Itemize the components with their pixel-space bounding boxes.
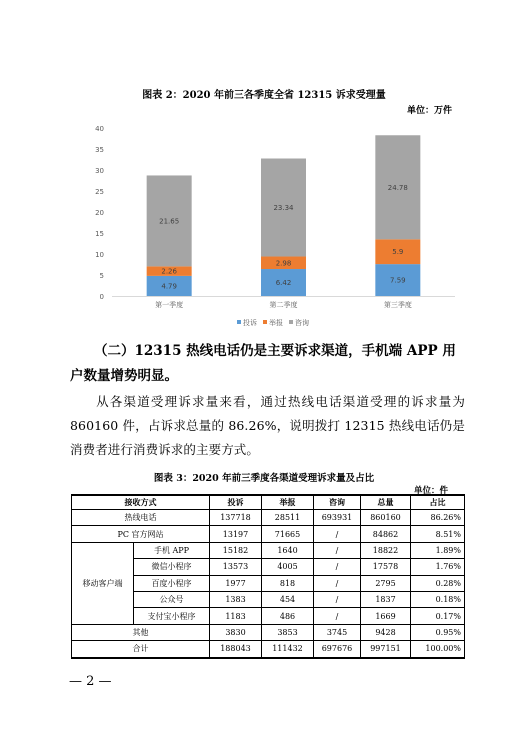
bars <box>147 135 421 296</box>
cell-channel: 手机 APP <box>134 542 210 558</box>
x-tick-label: 第一季度 <box>155 301 184 309</box>
cell-total: 1837 <box>361 591 411 607</box>
cell-consult: / <box>314 542 361 558</box>
cell-consult: 3745 <box>314 624 361 640</box>
chart-legend <box>237 318 309 327</box>
cell-consult: / <box>314 526 361 542</box>
cell-channel: 公众号 <box>134 591 210 607</box>
cell-complaint: 13197 <box>210 526 262 542</box>
cell-total: 17578 <box>361 559 411 575</box>
chart-unit-label: 单位：万件 <box>406 106 452 116</box>
cell-consult: / <box>314 608 361 624</box>
cell-channel: 支付宝小程序 <box>134 608 210 624</box>
body-paragraph-text: 从各渠道受理诉求量来看，通过热线电话渠道受理的诉求量为 860160 件，占诉求总量的 86.26%，说明拨打 12315 热线电话仍是消费者进行消费诉求的主要方式。 <box>70 394 465 457</box>
cell-share: 1.89% <box>411 542 465 558</box>
data-label: 6.42 <box>275 279 292 288</box>
header-total: 总量 <box>361 495 411 510</box>
cell-report: 4005 <box>262 559 314 575</box>
cell-report: 1640 <box>262 542 314 558</box>
cell-total: 997151 <box>361 641 411 658</box>
data-label: 2.26 <box>161 267 177 276</box>
cell-share: 100.00% <box>411 641 465 658</box>
cell-share: 86.26% <box>411 510 465 526</box>
x-tick-label: 第三季度 <box>383 301 412 309</box>
y-tick-label: 35 <box>95 146 104 154</box>
cell-report: 28511 <box>262 510 314 526</box>
data-label: 5.9 <box>392 248 404 257</box>
body-paragraph <box>70 390 465 462</box>
cell-total: 2795 <box>361 575 411 591</box>
cell-complaint: 15182 <box>210 542 262 558</box>
cell-report: 818 <box>262 575 314 591</box>
table-unit-label: 单位：件 <box>413 486 448 496</box>
cell-channel: 微信小程序 <box>134 559 210 575</box>
cell-consult: 697676 <box>314 641 361 658</box>
y-tick-label: 5 <box>99 272 104 280</box>
data-label: 2.98 <box>275 259 292 268</box>
cell-share: 0.95% <box>411 624 465 640</box>
section-heading <box>70 339 465 389</box>
data-label: 24.78 <box>387 183 408 192</box>
cell-report: 486 <box>262 608 314 624</box>
header-report: 举报 <box>262 495 314 510</box>
cell-report: 3853 <box>262 624 314 640</box>
data-label: 23.34 <box>273 204 294 213</box>
cell-share: 1.76% <box>411 559 465 575</box>
legend-swatch <box>237 320 241 324</box>
cell-channel: PC 官方网站 <box>72 526 210 542</box>
cell-consult: / <box>314 575 361 591</box>
x-axis <box>155 300 412 309</box>
cell-total: 84862 <box>361 526 411 542</box>
table-row-total <box>72 641 465 658</box>
legend-label: 举报 <box>269 319 283 327</box>
data-label: 21.65 <box>159 217 180 226</box>
cell-complaint: 188043 <box>210 641 262 658</box>
stacked-bar-chart <box>0 0 528 340</box>
legend-label: 咨询 <box>295 319 309 327</box>
table-header-row <box>72 495 465 510</box>
data-label: 4.79 <box>161 282 177 291</box>
cell-total: 860160 <box>361 510 411 526</box>
cell-share: 0.17% <box>411 608 465 624</box>
cell-complaint: 137718 <box>210 510 262 526</box>
section-heading-text: （二）12315 热线电话仍是主要诉求渠道，手机端 APP 用户数量增势明显。 <box>70 343 456 384</box>
cell-total: 18822 <box>361 542 411 558</box>
x-tick-label: 第二季度 <box>269 301 298 309</box>
y-tick-label: 20 <box>95 209 104 217</box>
cell-share: 8.51% <box>411 526 465 542</box>
y-tick-label: 0 <box>99 293 104 301</box>
cell-channel: 合计 <box>72 641 210 658</box>
header-channel: 接收方式 <box>72 495 210 510</box>
cell-consult: / <box>314 559 361 575</box>
y-tick-label: 30 <box>95 167 104 175</box>
table-row <box>72 510 465 526</box>
cell-channel: 百度小程序 <box>134 575 210 591</box>
y-tick-label: 40 <box>95 125 104 133</box>
cell-complaint: 1183 <box>210 608 262 624</box>
legend-label: 投诉 <box>243 319 257 327</box>
page-number: — 2 — <box>69 674 112 689</box>
cell-channel: 热线电话 <box>72 510 210 526</box>
channel-table <box>71 494 465 659</box>
table-row <box>72 542 465 558</box>
cell-report: 71665 <box>262 526 314 542</box>
y-tick-label: 10 <box>95 251 104 259</box>
y-tick-label: 25 <box>95 188 104 196</box>
header-complaint: 投诉 <box>210 495 262 510</box>
cell-complaint: 1383 <box>210 591 262 607</box>
cell-consult: / <box>314 591 361 607</box>
cell-total: 9428 <box>361 624 411 640</box>
cell-report: 111432 <box>262 641 314 658</box>
table-row <box>72 526 465 542</box>
table-title: 图表 3：2020 年前三季度各渠道受理诉求量及占比 <box>153 473 375 484</box>
cell-report: 454 <box>262 591 314 607</box>
header-share: 占比 <box>411 495 465 510</box>
cell-channel: 其他 <box>72 624 210 640</box>
cell-share: 0.28% <box>411 575 465 591</box>
legend-swatch <box>289 320 293 324</box>
cell-complaint: 13573 <box>210 559 262 575</box>
cell-consult: 693931 <box>314 510 361 526</box>
header-consult: 咨询 <box>314 495 361 510</box>
chart-title: 图表 2：2020 年前三各季度全省 12315 诉求受理量 <box>142 90 386 101</box>
cell-total: 1669 <box>361 608 411 624</box>
cell-complaint: 1977 <box>210 575 262 591</box>
table-row <box>72 624 465 640</box>
legend-swatch <box>263 320 267 324</box>
y-tick-label: 15 <box>95 230 104 238</box>
cell-share: 0.18% <box>411 591 465 607</box>
cell-complaint: 3830 <box>210 624 262 640</box>
cell-group: 移动客户端 <box>72 542 134 624</box>
data-label: 7.59 <box>390 276 406 285</box>
